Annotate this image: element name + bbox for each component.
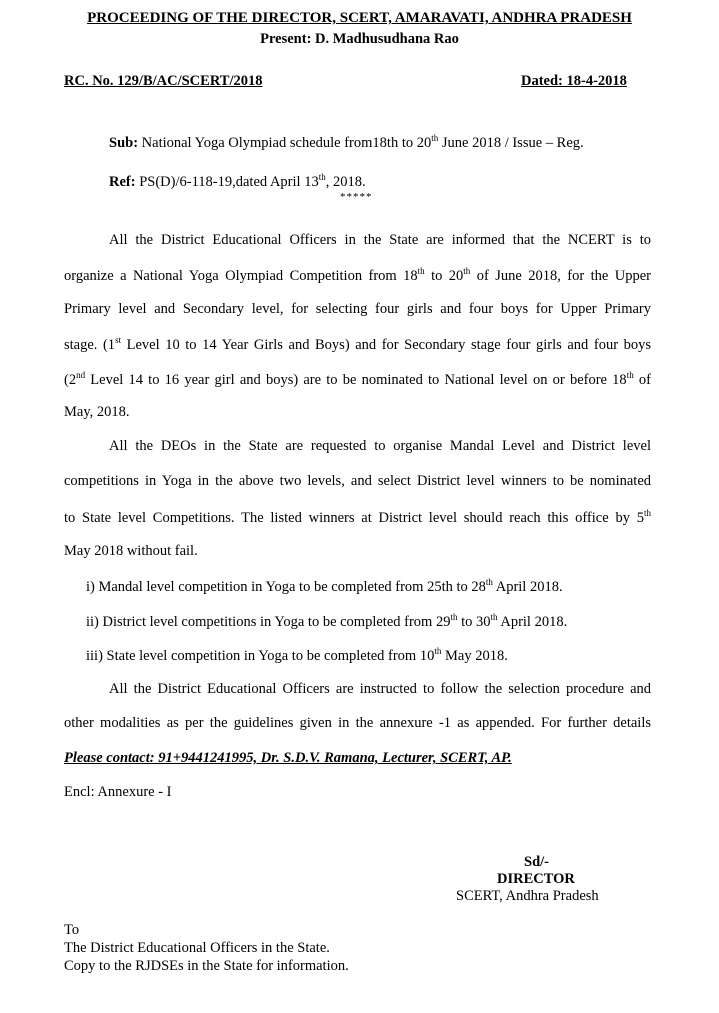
document-title: PROCEEDING OF THE DIRECTOR, SCERT, AMARAVATI, ANDHRA PRADESH xyxy=(87,10,632,26)
intro-line: All the District Educational Officers in the State are informed that the NCERT is to xyxy=(109,232,651,248)
deo-request-line: May 2018 without fail. xyxy=(64,543,198,559)
schedule-item-line: iii) State level competition in Yoga to be completed from 10th May 2018. xyxy=(86,646,508,664)
deo-request-line: All the DEOs in the State are requested to organise Mandal Level and District level xyxy=(109,438,651,454)
recipients-line-2: Copy to the RJDSEs in the State for information. xyxy=(64,958,349,974)
intro-line: May, 2018. xyxy=(64,404,130,420)
present-line: Present: D. Madhusudhana Rao xyxy=(260,31,459,47)
schedule-item-line: i) Mandal level competition in Yoga to be completed from 25th to 28th April 2018. xyxy=(86,577,563,595)
intro-line: Primary level and Secondary level, for selecting four girls and four boys for Upper Primary xyxy=(64,301,651,317)
signature-office: SCERT, Andhra Pradesh xyxy=(456,888,599,904)
rc-number: RC. No. 129/B/AC/SCERT/2018 xyxy=(64,73,263,89)
intro-line: (2nd Level 14 to 16 year girl and boys) are to be nominated to National level on or before 18th of xyxy=(64,370,651,388)
intro-line: organize a National Yoga Olympiad Competition from 18th to 20th of June 2018, for the Upper xyxy=(64,266,652,284)
recipients-to: To xyxy=(64,922,80,938)
signature-sd: Sd/- xyxy=(524,854,549,870)
enclosure: Encl: Annexure - I xyxy=(64,784,172,800)
signature-role: DIRECTOR xyxy=(497,871,575,887)
intro-line: stage. (1st Level 10 to 14 Year Girls and Boys) and for Secondary stage four girls and four boys xyxy=(64,335,651,353)
subject-text: National Yoga Olympiad schedule from18th to 20th June 2018 / Issue – Reg. xyxy=(141,133,584,151)
subject-line xyxy=(109,133,584,152)
deo-request-line: to State level Competitions. The listed winners at District level should reach this office by 5th xyxy=(64,508,651,526)
subject-label: Sub: xyxy=(109,134,139,151)
instructions-line: other modalities as per the guidelines given in the annexure -1 as appended. For further details xyxy=(64,715,651,731)
recipients-line-1: The District Educational Officers in the State. xyxy=(64,940,330,956)
instructions-line: All the District Educational Officers are instructed to follow the selection procedure and xyxy=(109,681,651,697)
reference-line xyxy=(109,172,366,191)
contact-line: Please contact: 91+9441241995, Dr. S.D.V. Ramana, Lecturer, SCERT, AP. xyxy=(64,750,512,766)
reference-text: PS(D)/6-118-19,dated April 13th, 2018. xyxy=(139,172,366,190)
dated: Dated: 18-4-2018 xyxy=(521,73,627,89)
deo-request-line: competitions in Yoga in the above two levels, and select District level winners to be nominated xyxy=(64,473,651,489)
schedule-item-line: ii) District level competitions in Yoga to be completed from 29th to 30th April 2018. xyxy=(86,612,568,630)
reference-label: Ref: xyxy=(109,173,136,190)
separator-stars: ***** xyxy=(340,191,373,203)
